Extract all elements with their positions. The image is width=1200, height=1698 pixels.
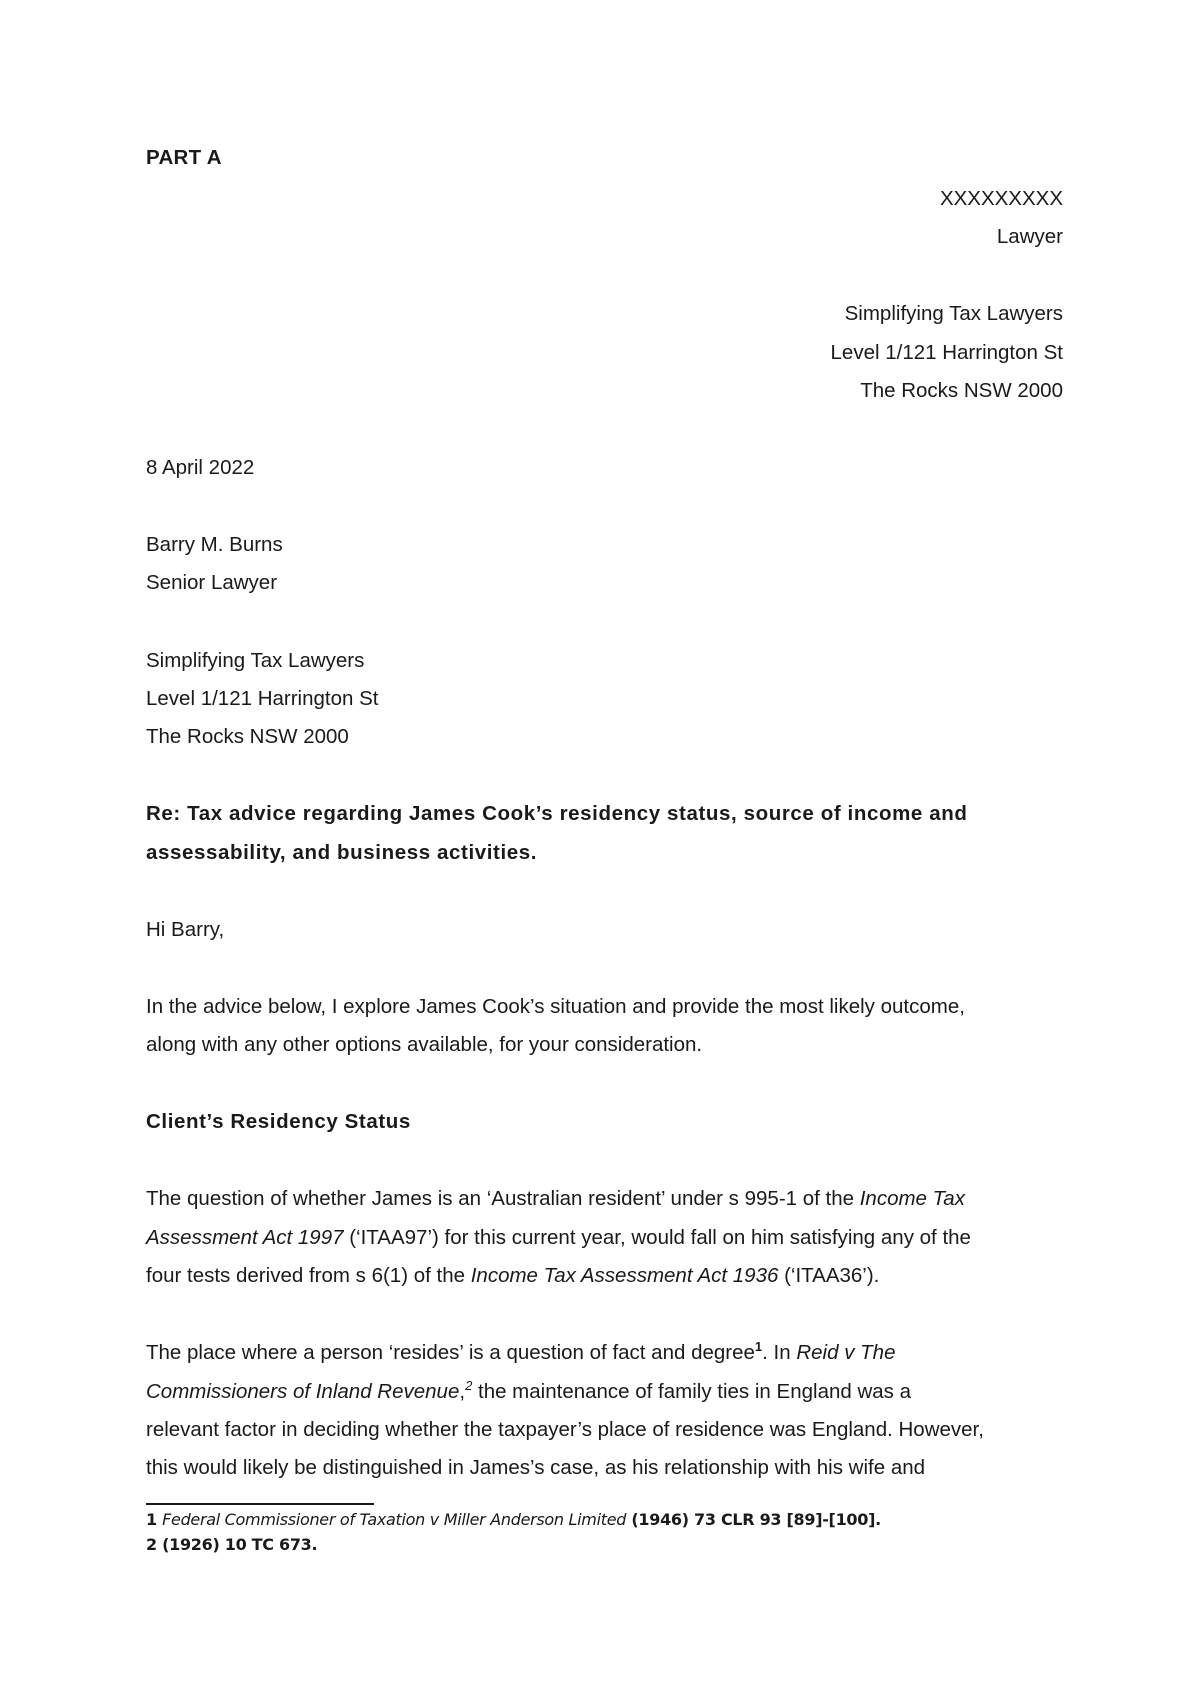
sender-name: XXXXXXXXX [939,187,1063,210]
para2-line1-text: The place where a person ‘resides’ is a question of fact and degree [146,1341,755,1364]
para1-line2-act: Assessment Act 1997 [146,1226,344,1249]
footnote-2 [146,1534,317,1556]
footnote-ref-2[interactable]: 2 [465,1378,473,1393]
salutation: Hi Barry, [146,918,225,941]
footnote-2-number: 2 [146,1535,157,1554]
intro-line2: along with any other options available, for your consideration. [146,1033,703,1056]
recipient-name: Barry M. Burns [146,533,283,556]
footnote-2-citation: (1926) 10 TC 673. [156,1535,318,1554]
para1-line3-end: (‘ITAA36’). [778,1264,880,1287]
para2-line3: relevant factor in deciding whether the taxpayer’s place of residence was England. However, [146,1418,984,1441]
para2-line2-comma: , [459,1380,466,1403]
recipient-role: Senior Lawyer [146,571,278,594]
footnote-1-case: Federal Commissioner of Taxation v Miller Anderson Limited [162,1510,627,1529]
para2-line1-case: Reid v The [796,1341,896,1364]
sender-firm: Simplifying Tax Lawyers [844,302,1063,325]
footnote-1 [146,1509,881,1531]
para2-line2 [146,1380,911,1404]
para1-line2 [146,1226,971,1250]
sender-address-line1: Level 1/121 Harrington St [830,341,1063,364]
footnote-separator [146,1503,374,1505]
para1-line3-act: Income Tax Assessment Act 1936 [470,1264,779,1287]
recipient-address-line2: The Rocks NSW 2000 [146,725,349,748]
para1-line1-act: Income Tax [859,1187,965,1210]
sender-role: Lawyer [996,225,1063,248]
section-heading: Client’s Residency Status [146,1110,411,1133]
subject-line2: assessability, and business activities. [146,841,538,864]
footnote-ref-1[interactable]: 1 [754,1339,763,1354]
para1-line1 [146,1187,965,1211]
subject-line1: Re: Tax advice regarding James Cook’s residency status, source of income and [146,802,968,825]
letter-date: 8 April 2022 [146,456,255,479]
para1-line3-text: four tests derived from s 6(1) of the [146,1264,471,1287]
recipient-address-line1: Level 1/121 Harrington St [146,687,379,710]
part-title: PART A [146,146,222,169]
intro-line1: In the advice below, I explore James Cook’s situation and provide the most likely outcome, [146,995,965,1018]
para2-line1-mid: . In [762,1341,797,1364]
para2-line2-case: Commissioners of Inland Revenue [146,1380,460,1403]
para2-line4: this would likely be distinguished in James’s case, as his relationship with his wife and [146,1456,926,1479]
footnote-1-citation: (1946) 73 CLR 93 [89]-[100]. [626,1510,881,1529]
recipient-firm: Simplifying Tax Lawyers [146,649,365,672]
para2-line2-text: the maintenance of family ties in England was a [472,1380,912,1403]
footnote-1-number: 1 [146,1510,157,1529]
para1-line1-text: The question of whether James is an ‘Australian resident’ under s 995-1 of the [146,1187,860,1210]
para2-line1 [146,1341,895,1365]
para1-line3 [146,1264,879,1288]
sender-address-line2: The Rocks NSW 2000 [860,379,1063,402]
para1-line2-text: (‘ITAA97’) for this current year, would fall on him satisfying any of the [343,1226,971,1249]
